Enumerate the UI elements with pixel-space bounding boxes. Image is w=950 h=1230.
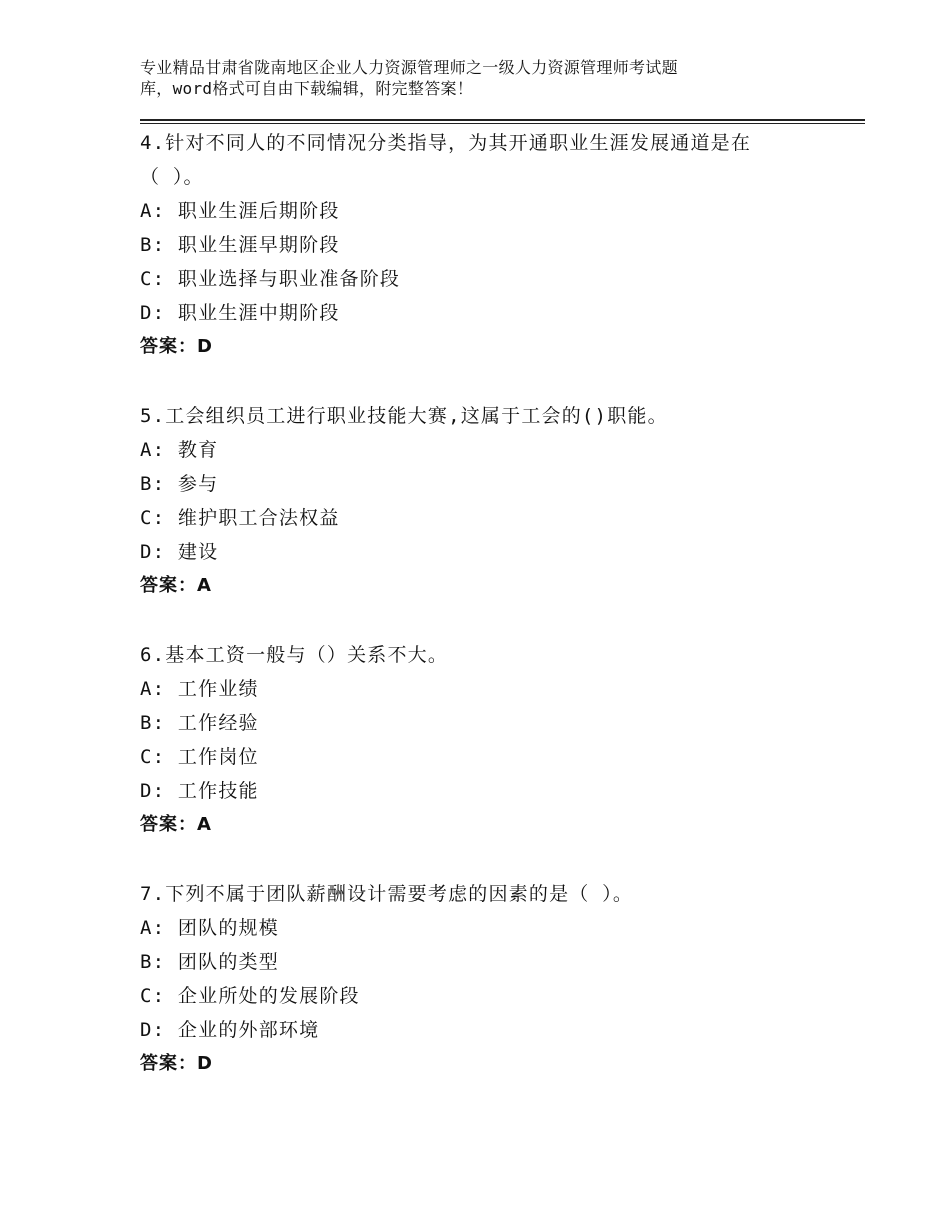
question-5	[140, 399, 840, 603]
answer-line: 答案：D	[140, 1053, 213, 1074]
option-b: B: 参与	[140, 473, 219, 495]
option-a: A: 团队的规模	[140, 917, 279, 939]
option-d: D: 职业生涯中期阶段	[140, 302, 340, 324]
answer-line: 答案：A	[140, 575, 212, 596]
header-line-2: 库，word格式可自由下载编辑，附完整答案！	[140, 79, 474, 98]
option-b: B: 团队的类型	[140, 951, 279, 973]
option-b: B: 职业生涯早期阶段	[140, 234, 340, 256]
document-header	[140, 57, 780, 99]
question-stem: 4.针对不同人的不同情况分类指导，为其开通职业生涯发展通道是在	[140, 132, 752, 154]
option-d: D: 企业的外部环境	[140, 1019, 320, 1041]
answer-line: 答案：D	[140, 336, 213, 357]
question-stem: 5.工会组织员工进行职业技能大赛,这属于工会的()职能。	[140, 405, 668, 427]
option-a: A: 教育	[140, 439, 219, 461]
option-c: C: 工作岗位	[140, 746, 259, 768]
question-6	[140, 638, 840, 842]
option-c: C: 企业所处的发展阶段	[140, 985, 360, 1007]
header-divider	[140, 119, 865, 124]
option-a: A: 工作业绩	[140, 678, 259, 700]
option-c: C: 维护职工合法权益	[140, 507, 340, 529]
question-stem: 7.下列不属于团队薪酬设计需要考虑的因素的是（ ）。	[140, 883, 634, 905]
header-line-1: 专业精品甘肃省陇南地区企业人力资源管理师之一级人力资源管理师考试题	[140, 58, 678, 77]
option-d: D: 建设	[140, 541, 219, 563]
question-stem-continued: （ ）。	[140, 166, 204, 188]
option-c: C: 职业选择与职业准备阶段	[140, 268, 401, 290]
question-stem: 6.基本工资一般与（）关系不大。	[140, 644, 449, 666]
question-4	[140, 126, 840, 364]
question-7	[140, 877, 840, 1081]
option-a: A: 职业生涯后期阶段	[140, 200, 340, 222]
option-d: D: 工作技能	[140, 780, 259, 802]
option-b: B: 工作经验	[140, 712, 259, 734]
answer-line: 答案：A	[140, 814, 212, 835]
